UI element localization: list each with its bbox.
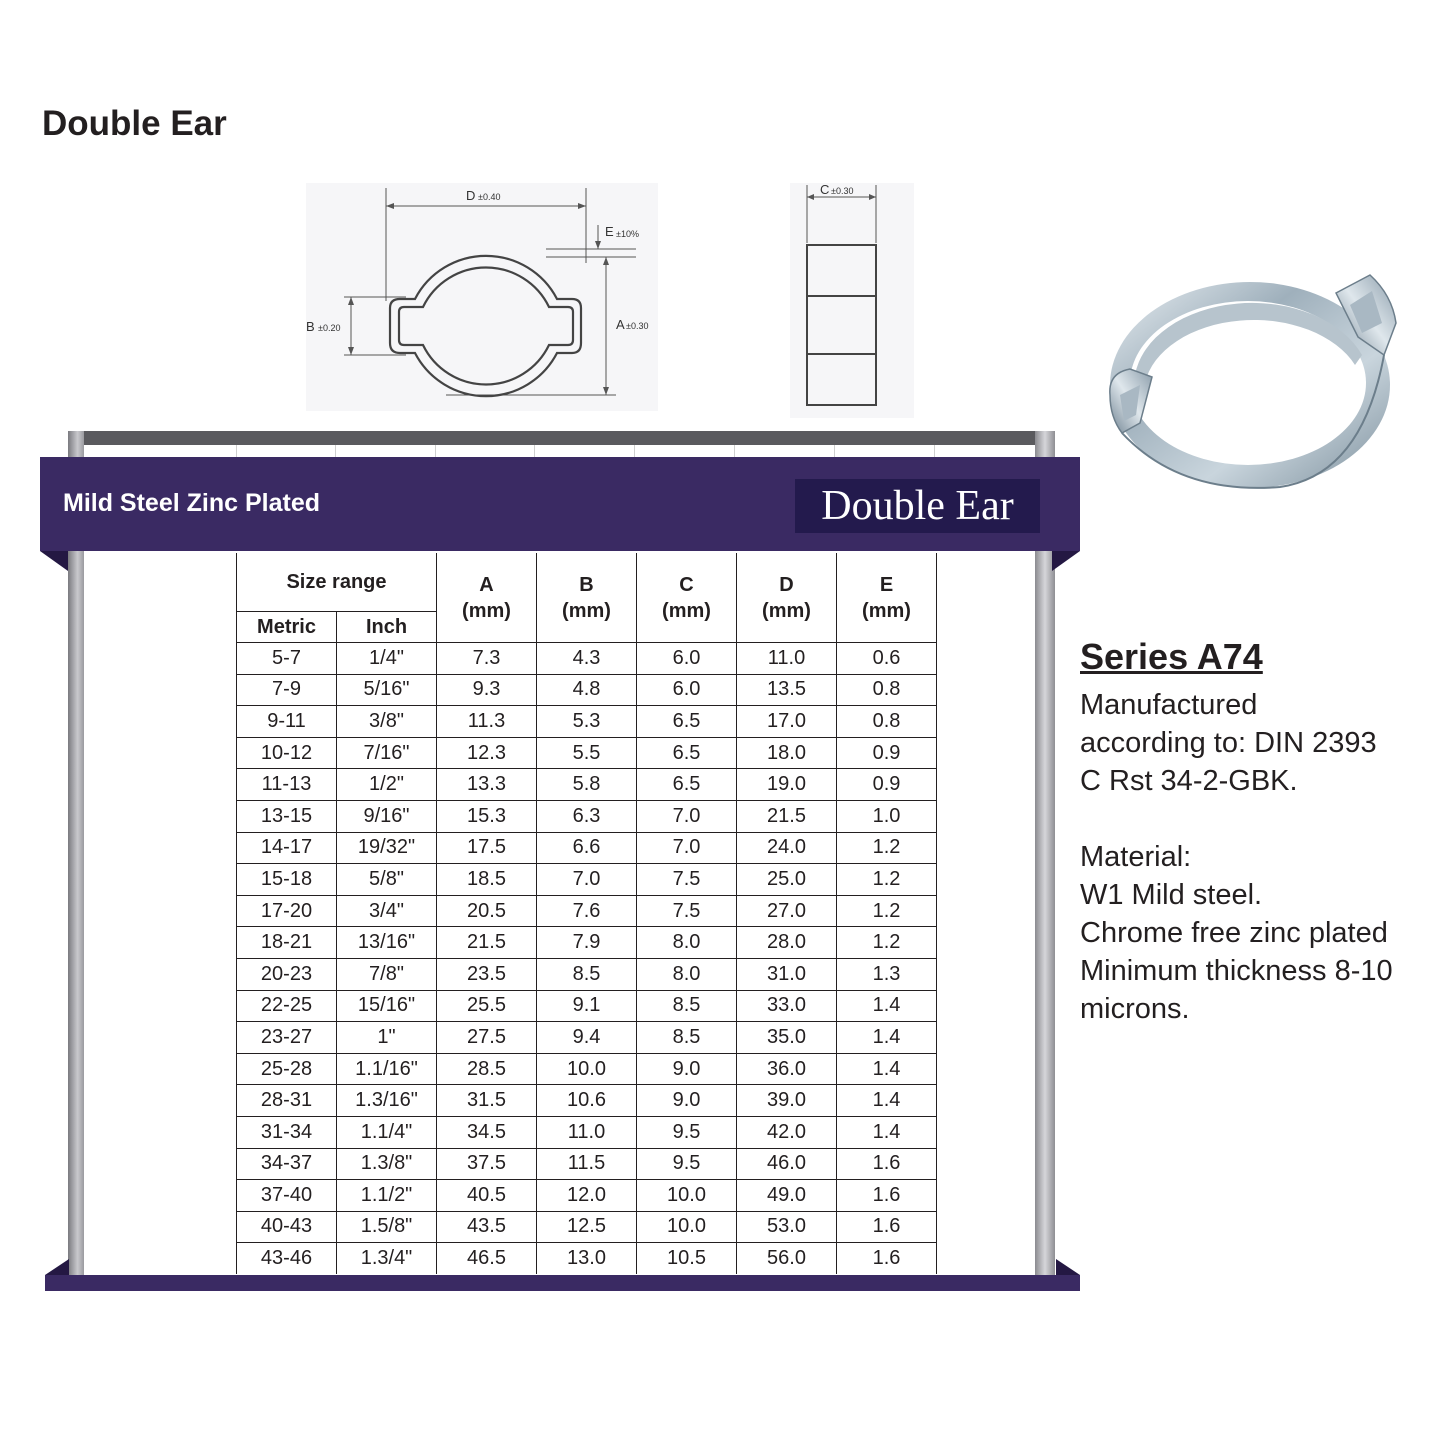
column-header-inch: Inch [337, 612, 437, 643]
table-cell: 39.0 [737, 1085, 837, 1117]
table-cell: 10.6 [537, 1085, 637, 1117]
table-row [237, 674, 937, 706]
e-tolerance-label: ±10% [616, 229, 639, 239]
table-cell: 6.5 [637, 706, 737, 738]
table-row [237, 643, 937, 675]
table-cell: 56.0 [737, 1243, 837, 1274]
table-cell: 18.5 [437, 864, 537, 896]
table-cell: 6.0 [637, 674, 737, 706]
table-cell: 10.5 [637, 1243, 737, 1274]
table-cell: 13.0 [537, 1243, 637, 1274]
table-cell: 1.6 [837, 1148, 937, 1180]
table-cell: 37.5 [437, 1148, 537, 1180]
table-row [237, 1180, 937, 1212]
table-cell: 7.3 [437, 643, 537, 675]
table-cell: 6.3 [537, 800, 637, 832]
column-header-d: D (mm) [737, 553, 837, 643]
table-cell: 24.0 [737, 832, 837, 864]
table-cell: 13.3 [437, 769, 537, 801]
info-panel [1080, 636, 1440, 1028]
table-cell: 17.5 [437, 832, 537, 864]
table-cell: 7.9 [537, 927, 637, 959]
material-line: Minimum thickness 8-10 [1080, 955, 1393, 987]
b-dimension-label: B [306, 319, 315, 334]
table-row [237, 1053, 937, 1085]
table-cell: 33.0 [737, 990, 837, 1022]
column-guide [236, 445, 237, 457]
table-cell: 1.2 [837, 895, 937, 927]
table-cell: 20.5 [437, 895, 537, 927]
table-cell: 15/16" [337, 990, 437, 1022]
table-cell: 0.6 [837, 643, 937, 675]
table-cell: 40.5 [437, 1180, 537, 1212]
size-range-header: Size range [237, 553, 437, 612]
table-cell: 1.6 [837, 1211, 937, 1243]
table-cell: 7.5 [637, 864, 737, 896]
table-cell: 8.0 [637, 958, 737, 990]
table-cell: 8.5 [637, 990, 737, 1022]
column-header-metric: Metric [237, 612, 337, 643]
table-cell: 11.5 [537, 1148, 637, 1180]
table-row [237, 1116, 937, 1148]
table-cell: 18.0 [737, 737, 837, 769]
table-cell: 1.4 [837, 1022, 937, 1054]
table-cell: 40-43 [237, 1211, 337, 1243]
table-cell: 13-15 [237, 800, 337, 832]
table-cell: 14-17 [237, 832, 337, 864]
table-cell: 27.5 [437, 1022, 537, 1054]
column-header-e: E (mm) [837, 553, 937, 643]
table-cell: 1.3/16" [337, 1085, 437, 1117]
table-cell: 42.0 [737, 1116, 837, 1148]
column-header-b: B (mm) [537, 553, 637, 643]
table-cell: 22-25 [237, 990, 337, 1022]
table-cell: 3/8" [337, 706, 437, 738]
column-guide [335, 445, 336, 457]
table-cell: 11.0 [537, 1116, 637, 1148]
column-header-a: A (mm) [437, 553, 537, 643]
material-line: Chrome free zinc plated [1080, 917, 1388, 949]
table-cell: 1.3 [837, 958, 937, 990]
table-cell: 0.8 [837, 674, 937, 706]
d-dimension-label: D [466, 188, 476, 203]
table-cell: 6.0 [637, 643, 737, 675]
table-frame-left-edge [68, 431, 84, 1281]
e-dimension-label: E [605, 224, 614, 239]
table-cell: 1.6 [837, 1180, 937, 1212]
footer-fold-left [45, 1259, 69, 1275]
table-cell: 1.3/4" [337, 1243, 437, 1274]
table-cell: 8.0 [637, 927, 737, 959]
table-cell: 7-9 [237, 674, 337, 706]
column-guide [734, 445, 735, 457]
table-cell: 23-27 [237, 1022, 337, 1054]
table-cell: 7.5 [637, 895, 737, 927]
spec-table [236, 553, 937, 1274]
table-cell: 5.8 [537, 769, 637, 801]
footer-banner [45, 1275, 1080, 1291]
table-cell: 7/8" [337, 958, 437, 990]
table-cell: 25-28 [237, 1053, 337, 1085]
table-cell: 5.5 [537, 737, 637, 769]
table-row [237, 832, 937, 864]
table-row [237, 706, 937, 738]
table-cell: 25.0 [737, 864, 837, 896]
table-cell: 6.6 [537, 832, 637, 864]
table-cell: 10.0 [637, 1211, 737, 1243]
a-dimension-label: A [616, 317, 625, 332]
c-dimension-label: C [820, 183, 830, 197]
table-row [237, 958, 937, 990]
table-cell: 15.3 [437, 800, 537, 832]
table-cell: 6.5 [637, 769, 737, 801]
table-cell: 1.1/2" [337, 1180, 437, 1212]
table-cell: 7.6 [537, 895, 637, 927]
table-cell: 0.8 [837, 706, 937, 738]
table-cell: 1.2 [837, 927, 937, 959]
table-cell: 3/4" [337, 895, 437, 927]
table-cell: 53.0 [737, 1211, 837, 1243]
table-cell: 31.0 [737, 958, 837, 990]
table-cell: 7/16" [337, 737, 437, 769]
table-cell: 9.3 [437, 674, 537, 706]
manufactured-line: Manufactured [1080, 689, 1258, 721]
d-tolerance-label: ±0.40 [478, 192, 501, 202]
table-cell: 1.4 [837, 990, 937, 1022]
table-cell: 1.4 [837, 1053, 937, 1085]
table-cell: 37-40 [237, 1180, 337, 1212]
manufactured-line: C Rst 34-2-GBK. [1080, 765, 1298, 797]
table-cell: 1.3/8" [337, 1148, 437, 1180]
table-cell: 1.4 [837, 1085, 937, 1117]
column-guide [934, 445, 935, 457]
footer-fold-right [1056, 1259, 1080, 1275]
table-cell: 1.5/8" [337, 1211, 437, 1243]
table-cell: 20-23 [237, 958, 337, 990]
table-cell: 12.0 [537, 1180, 637, 1212]
table-body [237, 643, 937, 1274]
table-cell: 5/16" [337, 674, 437, 706]
table-cell: 8.5 [637, 1022, 737, 1054]
table-cell: 4.8 [537, 674, 637, 706]
table-cell: 5.3 [537, 706, 637, 738]
table-cell: 8.5 [537, 958, 637, 990]
column-guide [834, 445, 835, 457]
a-tolerance-label: ±0.30 [626, 321, 649, 331]
banner-fold-left [40, 551, 68, 571]
table-cell: 46.0 [737, 1148, 837, 1180]
table-cell: 10.0 [537, 1053, 637, 1085]
table-cell: 1.1/16" [337, 1053, 437, 1085]
column-guide [634, 445, 635, 457]
table-cell: 4.3 [537, 643, 637, 675]
table-cell: 1.4 [837, 1116, 937, 1148]
banner-fold-right [1052, 551, 1080, 571]
table-cell: 9-11 [237, 706, 337, 738]
table-row [237, 864, 937, 896]
table-cell: 7.0 [637, 832, 737, 864]
table-cell: 1.0 [837, 800, 937, 832]
table-cell: 35.0 [737, 1022, 837, 1054]
material-line: Material: [1080, 841, 1192, 873]
table-cell: 11.0 [737, 643, 837, 675]
table-cell: 11.3 [437, 706, 537, 738]
double-ear-clamp-image [1100, 245, 1404, 505]
table-cell: 23.5 [437, 958, 537, 990]
table-cell: 17.0 [737, 706, 837, 738]
table-cell: 25.5 [437, 990, 537, 1022]
table-cell: 18-21 [237, 927, 337, 959]
table-cell: 19.0 [737, 769, 837, 801]
column-guide [435, 445, 436, 457]
table-row [237, 800, 937, 832]
table-cell: 1.6 [837, 1243, 937, 1274]
table-cell: 46.5 [437, 1243, 537, 1274]
front-view-drawing [306, 183, 658, 411]
table-cell: 9.5 [637, 1116, 737, 1148]
product-photo [1100, 245, 1404, 505]
table-cell: 19/32" [337, 832, 437, 864]
table-cell: 9.1 [537, 990, 637, 1022]
table-row [237, 927, 937, 959]
table-cell: 1.2 [837, 832, 937, 864]
table-row [237, 990, 937, 1022]
table-cell: 9.5 [637, 1148, 737, 1180]
table-cell: 34.5 [437, 1116, 537, 1148]
table-row [237, 737, 937, 769]
material-line: microns. [1080, 993, 1190, 1025]
table-cell: 9.0 [637, 1053, 737, 1085]
table-cell: 9.0 [637, 1085, 737, 1117]
side-view-drawing [790, 183, 914, 418]
table-cell: 28.0 [737, 927, 837, 959]
table-cell: 1/4" [337, 643, 437, 675]
table-row [237, 1211, 937, 1243]
table-cell: 10.0 [637, 1180, 737, 1212]
clamp-front-diagram [306, 183, 658, 411]
table-cell: 49.0 [737, 1180, 837, 1212]
table-cell: 28-31 [237, 1085, 337, 1117]
table-cell: 15-18 [237, 864, 337, 896]
clamp-side-diagram [790, 183, 914, 418]
table-cell: 12.5 [537, 1211, 637, 1243]
table-cell: 43.5 [437, 1211, 537, 1243]
table-cell: 1/2" [337, 769, 437, 801]
table-cell: 5-7 [237, 643, 337, 675]
table-cell: 9/16" [337, 800, 437, 832]
table-cell: 0.9 [837, 737, 937, 769]
table-cell: 13/16" [337, 927, 437, 959]
table-row [237, 1243, 937, 1274]
table-cell: 9.4 [537, 1022, 637, 1054]
table-cell: 1.2 [837, 864, 937, 896]
table-cell: 34-37 [237, 1148, 337, 1180]
series-title: Series A74 [1080, 636, 1263, 677]
table-cell: 10-12 [237, 737, 337, 769]
b-tolerance-label: ±0.20 [318, 323, 341, 333]
table-cell: 7.0 [637, 800, 737, 832]
column-guide [534, 445, 535, 457]
table-cell: 28.5 [437, 1053, 537, 1085]
banner-badge: Double Ear [795, 479, 1040, 533]
table-cell: 11-13 [237, 769, 337, 801]
c-tolerance-label: ±0.30 [831, 186, 854, 196]
table-cell: 43-46 [237, 1243, 337, 1274]
column-header-c: C (mm) [637, 553, 737, 643]
material-line: W1 Mild steel. [1080, 879, 1263, 911]
table-row [237, 1022, 937, 1054]
table-cell: 1" [337, 1022, 437, 1054]
table-row [237, 769, 937, 801]
table-cell: 5/8" [337, 864, 437, 896]
table-cell: 6.5 [637, 737, 737, 769]
manufactured-line: according to: DIN 2393 [1080, 727, 1377, 759]
table-cell: 0.9 [837, 769, 937, 801]
table-cell: 7.0 [537, 864, 637, 896]
table-cell: 31-34 [237, 1116, 337, 1148]
table-cell: 21.5 [737, 800, 837, 832]
banner-subtitle: Mild Steel Zinc Plated [63, 489, 320, 517]
page-title: Double Ear [42, 104, 227, 143]
table-cell: 31.5 [437, 1085, 537, 1117]
table-cell: 21.5 [437, 927, 537, 959]
table-cell: 13.5 [737, 674, 837, 706]
table-cell: 17-20 [237, 895, 337, 927]
table-row [237, 1148, 937, 1180]
table-cell: 1.1/4" [337, 1116, 437, 1148]
table-cell: 12.3 [437, 737, 537, 769]
table-cell: 36.0 [737, 1053, 837, 1085]
table-cell: 27.0 [737, 895, 837, 927]
table-row [237, 895, 937, 927]
table-row [237, 1085, 937, 1117]
